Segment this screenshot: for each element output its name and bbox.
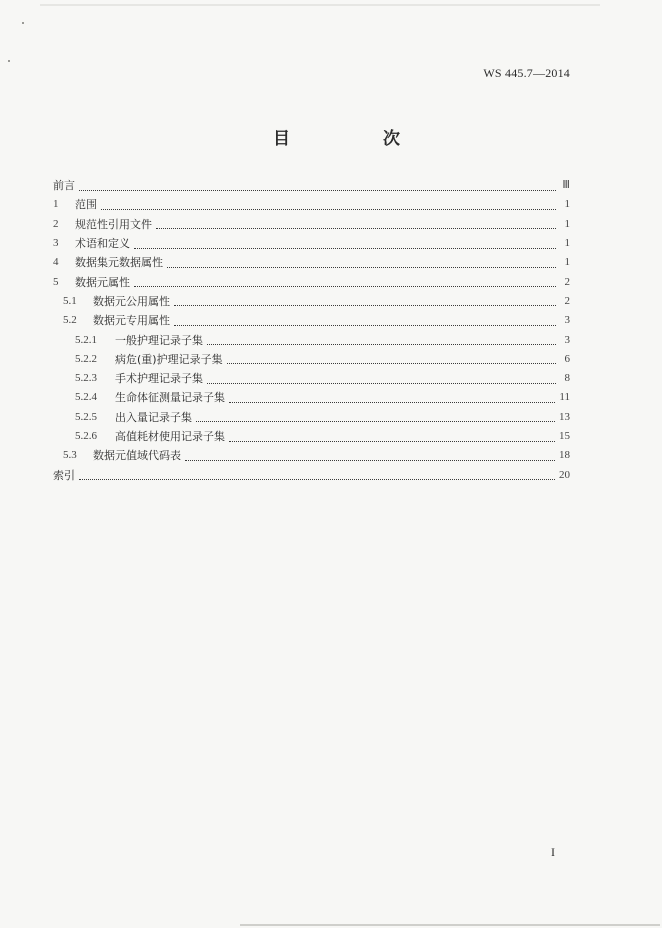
toc-entry-number: 5.2.4: [75, 391, 97, 404]
toc-entry-page: 1: [564, 256, 570, 269]
toc-entry-text: 手术护理记录子集: [115, 372, 203, 386]
dot-leader: [207, 380, 556, 384]
toc-entry-common-attributes[interactable]: [53, 292, 570, 311]
toc-entry-dataset-metadata[interactable]: [53, 253, 570, 272]
toc-entry-page: Ⅲ: [562, 179, 570, 192]
dot-leader: [79, 476, 555, 480]
toc-entry-page: 1: [564, 198, 570, 211]
toc-entry-text: 生命体征测量记录子集: [115, 391, 225, 405]
dot-leader: [174, 302, 556, 306]
toc-entry-page: 20: [559, 468, 570, 481]
toc-entry-text: 范围: [75, 198, 97, 212]
toc-entry-text: 高值耗材使用记录子集: [115, 430, 225, 443]
toc-entry-code-tables[interactable]: [53, 446, 570, 465]
scan-edge-bottom: [240, 924, 660, 926]
toc-entry-text: 数据元属性: [75, 275, 130, 289]
toc-entry-text: 出入量记录子集: [115, 410, 192, 424]
toc-entry-number: 3: [53, 237, 59, 250]
toc-entry-number: 5.2: [63, 314, 77, 327]
toc-entry-number: 5.2.1: [75, 333, 97, 346]
toc-entry-scope[interactable]: [53, 195, 570, 214]
toc-entry-text: 数据元公用属性: [93, 294, 170, 308]
page-title: 目 次: [273, 129, 438, 149]
toc-entry-page: 15: [559, 430, 570, 442]
dot-leader: [79, 187, 556, 191]
toc-entry-page: 13: [559, 410, 570, 423]
scan-edge-top: [40, 4, 600, 6]
toc-entry-specific-attributes[interactable]: [53, 311, 570, 330]
dot-leader: [134, 245, 556, 249]
toc-entry-text: 数据元值域代码表: [93, 449, 181, 463]
toc-entry-terms-definitions[interactable]: [53, 234, 570, 253]
standard-code: WS 445.7—2014: [483, 66, 570, 80]
dot-leader: [185, 457, 555, 461]
toc-entry-number: 5.2.2: [75, 352, 97, 365]
page-number: I: [551, 845, 555, 859]
toc-entry-text: 一般护理记录子集: [115, 333, 203, 347]
table-of-contents: [53, 176, 570, 485]
toc-entry-number: 5.3: [63, 449, 77, 462]
toc-entry-text: 术语和定义: [75, 237, 130, 251]
toc-entry-page: 2: [564, 275, 570, 288]
dot-leader: [167, 264, 556, 268]
scan-speck: [22, 22, 24, 24]
toc-entry-surgical-nursing[interactable]: [53, 369, 570, 388]
toc-entry-page: 1: [564, 237, 570, 250]
toc-entry-general-nursing[interactable]: [53, 330, 570, 349]
toc-entry-page: 6: [564, 352, 570, 365]
dot-leader: [207, 341, 556, 345]
toc-entry-index[interactable]: [53, 465, 570, 484]
toc-entry-number: 5.2.3: [75, 372, 97, 385]
toc-entry-text: 数据元专用属性: [93, 314, 170, 328]
dot-leader: [134, 283, 556, 287]
toc-entry-critical-nursing[interactable]: [53, 350, 570, 369]
toc-entry-number: 5.2.5: [75, 410, 97, 423]
toc-entry-page: 3: [564, 333, 570, 346]
toc-entry-foreword[interactable]: [53, 176, 570, 195]
toc-entry-page: 3: [564, 314, 570, 327]
toc-entry-page: 1: [564, 217, 570, 230]
dot-leader: [229, 399, 555, 403]
toc-entry-number: 5.1: [63, 294, 77, 307]
toc-entry-page: 2: [564, 294, 570, 307]
toc-entry-data-element-attributes[interactable]: [53, 272, 570, 291]
dot-leader: [174, 322, 556, 326]
toc-entry-page: 8: [564, 372, 570, 385]
toc-entry-number: 1: [53, 198, 59, 211]
dot-leader: [156, 225, 556, 229]
toc-entry-number: 4: [53, 256, 59, 269]
toc-entry-page: 18: [559, 449, 570, 462]
toc-entry-text: 前言: [53, 179, 75, 193]
toc-entry-text: 病危(重)护理记录子集: [115, 352, 223, 366]
dot-leader: [101, 206, 556, 210]
toc-entry-normative-references[interactable]: [53, 215, 570, 234]
toc-entry-number: 5: [53, 275, 59, 288]
scan-speck: [8, 60, 10, 62]
toc-entry-number: 5.2.6: [75, 430, 97, 442]
dot-leader: [229, 438, 555, 442]
toc-entry-text: 数据集元数据属性: [75, 256, 163, 270]
toc-entry-page: 11: [559, 391, 570, 404]
toc-entry-text: 规范性引用文件: [75, 217, 152, 231]
dot-leader: [227, 360, 556, 364]
toc-entry-number: 2: [53, 217, 59, 230]
toc-entry-vital-signs[interactable]: [53, 388, 570, 407]
toc-entry-high-value-consumables[interactable]: [53, 427, 570, 446]
toc-entry-text: 索引: [53, 468, 75, 482]
dot-leader: [196, 418, 555, 422]
toc-entry-intake-output[interactable]: [53, 408, 570, 427]
